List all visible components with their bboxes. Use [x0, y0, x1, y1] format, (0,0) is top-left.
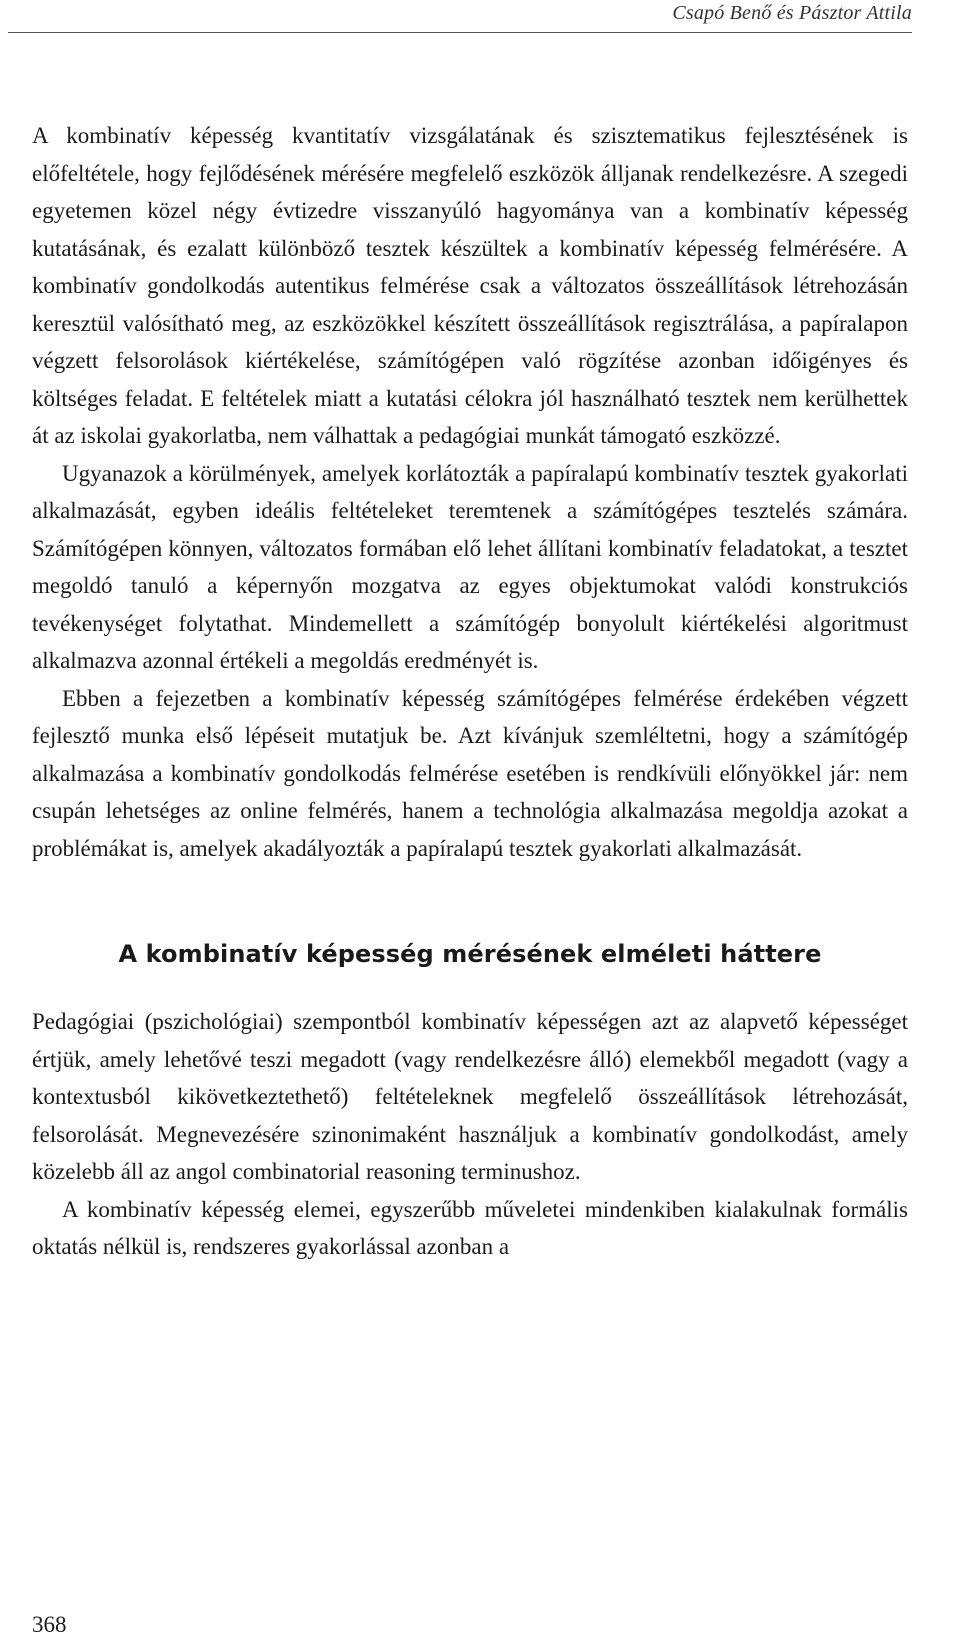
- body-paragraph: Pedagógiai (pszichológiai) szempontból kombinatív képességen azt az alapvető képességet értjük, amely lehetővé teszi megadott (vagy rendelkezésre álló) elemekből megadott (vagy a kontextusból kikövetkeztethető) feltételeknek megfelelő összeállítások létrehozását, felsorolását. Megnevezésére szinonimaként használjuk a kombinatív gondolkodást, amely közelebb áll az angol combinatorial reasoning terminushoz.: [32, 1009, 908, 1184]
- page-number: 368: [32, 1612, 67, 1637]
- running-header-title: Csapó Benő és Pásztor Attila: [672, 2, 912, 24]
- body-paragraph: A kombinatív képesség kvantitatív vizsgálatának és szisztematikus fejlesztésének is előfeltétele, hogy fejlődésének mérésére megfelelő eszközök álljanak rendelkezésre. A szegedi egyetemen közel négy évtizedre visszanyúló hagyománya van a kombinatív képesség kutatásának, és ezalatt különböző tesztek készültek a kombinatív képesség felmérésére. A kombinatív gondolkodás autentikus felmérése csak a változatos összeállítások létrehozásán keresztül valósítható meg, az eszközökkel készített összeállítások regisztrálása, a papíralapon végzett felsorolások kiértékelése, számítógépen való rögzítése azonban időigényes és költséges feladat. E feltételek miatt a kutatási célokra jól használható tesztek nem kerülhettek át az iskolai gyakorlatba, nem válhattak a pedagógiai munkát támogató eszközzé.: [32, 123, 908, 448]
- body-paragraph: Ebben a fejezetben a kombinatív képesség számítógépes felmérése érdekében végzett fejlesztő munka első lépéseit mutatjuk be. Azt kívánjuk szemléltetni, hogy a számítógép alkalmazása a kombinatív gondolkodás felmérése esetében is rendkívüli előnyökkel jár: nem csupán lehetséges az online felmérés, hanem a technológia alkalmazása megoldja azokat a problémákat is, amelyek akadályozták a papíralapú tesztek gyakorlati alkalmazását.: [32, 685, 908, 861]
- body-paragraph: Ugyanazok a körülmények, amelyek korlátozták a papíralapú kombinatív tesztek gyakorlati alkalmazását, egyben ideális feltételeket teremtenek a számítógépes tesztelés számára. Számítógépen könnyen, változatos formában elő lehet állítani kombinatív feladatokat, a tesztet megoldó tanuló a képernyőn mozgatva az egyes objektumokat valódi konstrukciós tevékenységet folytathat. Mindemellett a számítógép bonyolult kiértékelési algoritmust alkalmazva azonnal értékeli a megoldás eredményét is.: [32, 460, 908, 673]
- body-paragraph: A kombinatív képesség elemei, egyszerűbb műveletei mindenkiben kialakulnak formális oktatás nélkül is, rendszeres gyakorlással azonban a: [32, 1196, 908, 1259]
- section-heading: A kombinatív képesség mérésének elméleti háttere: [118, 940, 822, 968]
- running-header: [8, 0, 912, 33]
- page-body: [32, 117, 908, 1266]
